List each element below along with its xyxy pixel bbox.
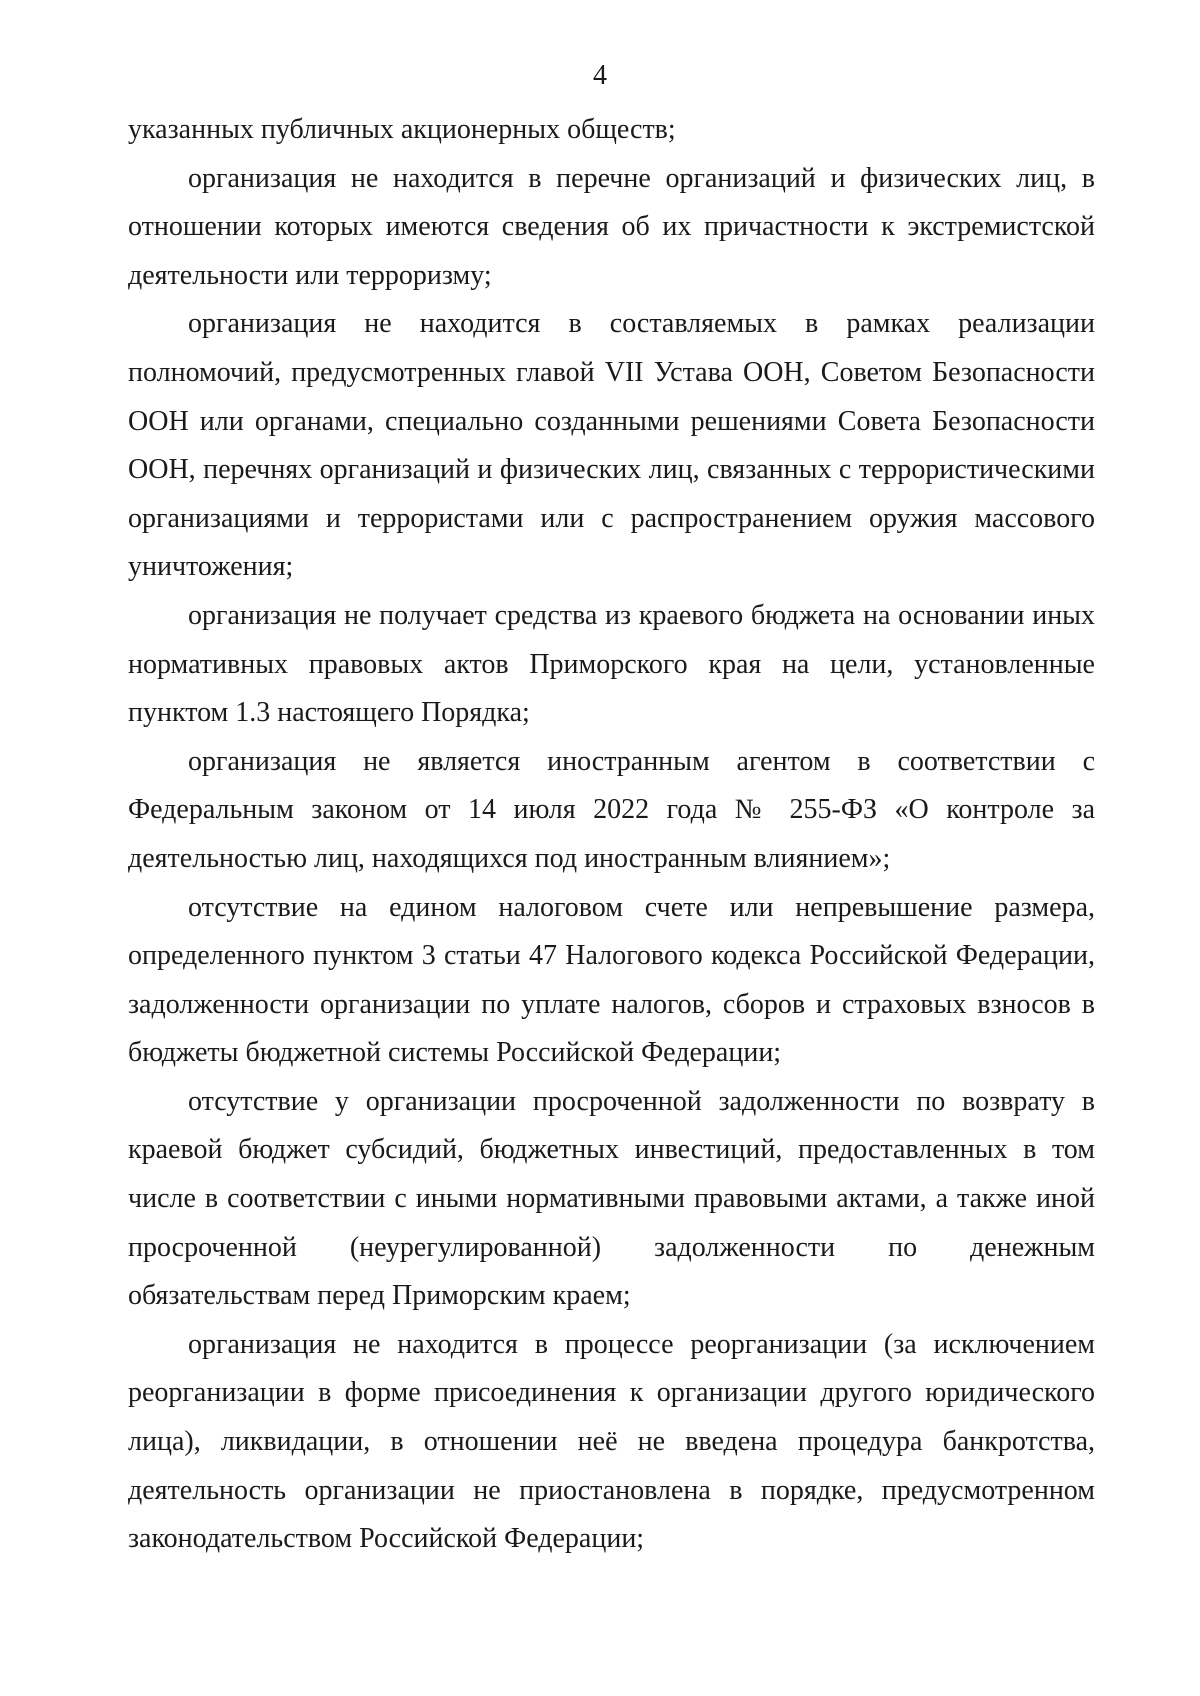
page-number: 4 [593,60,607,91]
paragraph-un-security-council-lists: организация не находится в составляемых в рамках реализации полномочий, предусмотренных главой VII Устава ООН, Советом Безопасности ООН или органами, специально созданными решениями Совета Безопасности ООН, перечнях организаций и физических лиц, связанных с террористическими организациями и террористами или с распространением оружия массового уничтожения; [128,308,1095,583]
paragraph-tax-debt: отсутствие на едином налоговом счете или непревышение размера, определенного пунктом 3 статьи 47 Налогового кодекса Российской Федерации, задолженности организации по уплате налогов, сборов и страховых взносов в бюджеты бюджетной системы Российской Федерации; [128,891,1095,1069]
paragraph-continuation: указанных публичных акционерных обществ; [128,114,676,145]
paragraph-foreign-agent: организация не является иностранным агентом в соответствии с Федеральным законом от 14 июля 2022 года № 255-ФЗ «О контроле за деятельностью лиц, находящихся под иностранным влиянием»; [128,745,1095,874]
paragraph-regional-budget-funds: организация не получает средства из краевого бюджета на основании иных нормативных правовых актов Приморского края на цели, установленные пунктом 1.3 настоящего Порядка; [128,599,1095,729]
paragraph-overdue-debt: отсутствие у организации просроченной задолженности по возврату в краевой бюджет субсидий, бюджетных инвестиций, предоставленных в том числе в соответствии с иными нормативными правовыми актами, а также иной просроченной (неурегулированной) задолженности по денежным обязательствам перед Приморским краем; [128,1085,1095,1312]
paragraph-reorganization: организация не находится в процессе реорганизации (за исключением реорганизации в форме присоединения к организации другого юридического лица), ликвидации, в отношении неё не введена процедура банкротства, деятельность организации не приостановлена в порядке, предусмотренном законодательством Российской Федерации; [128,1328,1095,1555]
document-body [128,106,1095,1564]
paragraph-extremism-list: организация не находится в перечне организаций и физических лиц, в отношении которых имеются сведения об их причастности к экстремистской деятельности или терроризму; [128,162,1095,291]
